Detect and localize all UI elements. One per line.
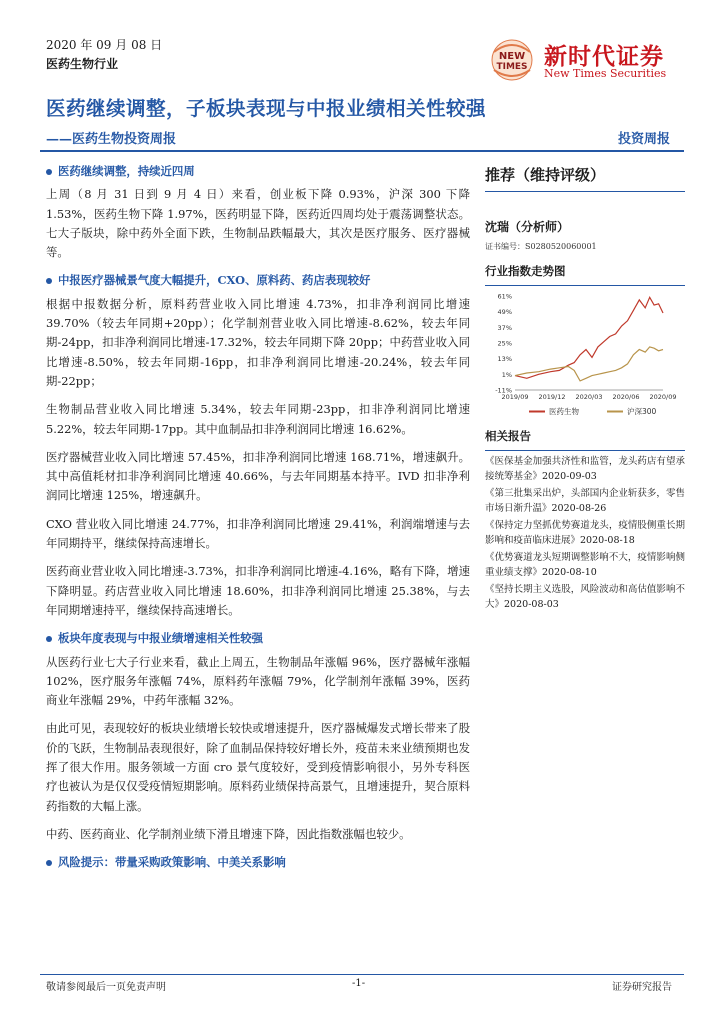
x-tick-label: 2019/12 [538,393,566,401]
bullet-icon [46,278,52,284]
brand-name-en: New Times Securities [544,67,667,80]
chart-title: 行业指数走势图 [485,264,566,278]
body-paragraph: 医药商业营业收入同比增速-3.73%，扣非净利润同比增速-4.16%，略有下降，增速下降明显。药店营业收入同比增速 18.60%，扣非净利润同比增速 25.38%，与去年同期增速持平，继续保持高速增长。 [46,564,470,617]
x-tick-label: 2020/06 [612,393,640,401]
legend-label: 医药生物 [549,407,579,416]
body-paragraph: 中药、医药商业、化学制剂业绩下滑且增速下降，因此指数涨幅也较少。 [46,826,411,841]
related-reports [485,428,685,612]
section-heading-risk: 风险提示：带量采购政策影响、中美关系影响 [46,853,470,872]
series-line-csi300 [515,347,663,381]
brand-name-cn: 新时代证券 [544,43,664,70]
bullet-icon [46,169,52,175]
report-subtitle: ——医药生物投资周报 [46,132,177,147]
x-tick-label: 2020/09 [649,393,677,401]
body-paragraph: 医疗器械营业收入同比增速 57.45%，扣非净利润同比增速 168.71%，增速飙升。其中高值耗材扣非净利润同比增速 40.66%，与去年同期基本持平。IVD 扣非净利润同比增速 125%，增速飙升。 [46,449,470,503]
badge-line1: NEW [498,51,526,62]
bullet-icon [46,636,52,642]
industry-name: 医药生物行业 [46,57,119,71]
report-type: 投资周报 [618,132,671,147]
company-logo [486,36,686,86]
x-tick-label: 2020/03 [575,393,603,401]
page-number: -1- [352,978,366,989]
sidebar-divider [485,191,685,192]
related-report-item[interactable]: 《第三批集采出炉，头部国内企业斩获多，零售市场日渐升温》2020-08-26 [485,488,685,514]
report-label: 证券研究报告 [612,982,672,993]
rating: 推荐（维持评级） [485,166,606,184]
analyst-name: 沈瑞（分析师） [485,220,570,234]
report-date: 2020 年 09 月 08 日 [46,38,163,52]
related-report-item[interactable]: 《医保基金加强共济性和监管，龙头药店有望承接统筹基金》2020-09-03 [485,456,685,482]
section-heading: 板块年度表现与中报业绩增速相关性较强 [46,629,470,648]
body-paragraph: CXO 营业收入同比增速 24.77%，扣非净利润同比增速 29.41%，利润端增速与去年同期持平，继续保持高速增长。 [46,516,470,551]
y-tick-label: 61% [497,292,512,301]
y-tick-label: 37% [497,323,512,332]
footer-divider [40,974,684,975]
cert-number: 证书编号：S0280520060001 [485,242,597,251]
body-paragraph: 由此可见，表现较好的板块业绩增长较快或增速提升，医疗器械爆发式增长带来了股价的飞跃，生物制品表现很好，除了血制品保持较好增长外，疫苗未来业绩预期也发挥了很大作用。服务领域一方面 cro 景气度较好，受到疫情影响很小，另外专科医疗也被认为是仅仅受疫情短期影响。原料药业绩保持高景气，且增速提升，契合原料药指数的大幅上涨。 [46,721,470,813]
y-tick-label: 49% [497,308,512,317]
section-heading: 医药继续调整，持续近四周 [46,162,470,181]
y-tick-label: -11% [495,386,512,395]
body-paragraph: 生物制品营业收入同比增速 5.34%，较去年同期-23pp，扣非净利润同比增速 5.22%，较去年同期-17pp。其中血制品扣非净利润同比增速 16.62%。 [46,402,470,436]
bullet-icon [46,860,52,866]
body-paragraph: 上周（8 月 31 日到 9 月 4 日）来看，创业板下降 0.93%，沪深 300 下降 1.53%，医药生物下降 1.97%，医药明显下降，医药近四周均处于震荡调整状态。七大子版块，除中药外全面下跌，生物制品跌幅最大，其次是医疗服务、医疗器械等。 [46,187,470,260]
badge-line2: TIMES [496,62,528,72]
brand-badge-icon [486,36,538,84]
y-tick-label: 13% [497,355,512,364]
sidebar [485,162,685,252]
related-report-item[interactable]: 《优势赛道龙头短期调整影响不大，疫情影响侧重业绩支撑》2020-08-10 [485,552,685,578]
y-tick-label: 25% [497,339,512,348]
index-chart-panel [485,263,685,430]
y-tick-label: 1% [501,370,512,379]
disclaimer-link[interactable]: 敬请参阅最后一页免责声明 [46,982,166,993]
related-report-item[interactable]: 《坚持长期主义选股，风险波动和高估值影响不大》2020-08-03 [485,584,685,610]
index-trend-chart [485,286,685,426]
body-paragraph: 根据中报数据分析，原料药营业收入同比增速 4.73%，扣非净利润同比增速 39.70%（较去年同期+20pp）；化学制剂营业收入同比增速-8.62%，较去年同期-24pp，扣非净利润同比增速-17.32%，较去年同期下降 20pp；中药营业收入同比增速-8.50%，较去年同期-16pp，扣非净利润同比增速-20.24%，较去年同期-22pp； [46,296,470,388]
main-content [46,162,470,877]
body-paragraph: 从医药行业七大子行业来看，截止上周五，生物制品年涨幅 96%，医疗器械年涨幅 102%，医疗服务年涨幅 74%，原料药年涨幅 79%，化学制剂年涨幅 39%，医药商业年涨幅 29%，中药年涨幅 32%。 [46,654,470,708]
related-title: 相关报告 [485,429,531,443]
series-line-pharma [515,297,663,378]
report-title: 医药继续调整，子板块表现与中报业绩相关性较强 [46,97,487,120]
section-heading: 中报医疗器械景气度大幅提升，CXO、原料药、药店表现较好 [46,271,470,290]
x-tick-label: 2019/09 [501,393,529,401]
header-divider [40,150,684,152]
related-divider [485,450,685,451]
related-report-item[interactable]: 《保持定力坚抓优势赛道龙头，疫情股侧重长期影响和疫苗临床进展》2020-08-18 [485,520,685,546]
legend-label: 沪深300 [627,407,657,416]
